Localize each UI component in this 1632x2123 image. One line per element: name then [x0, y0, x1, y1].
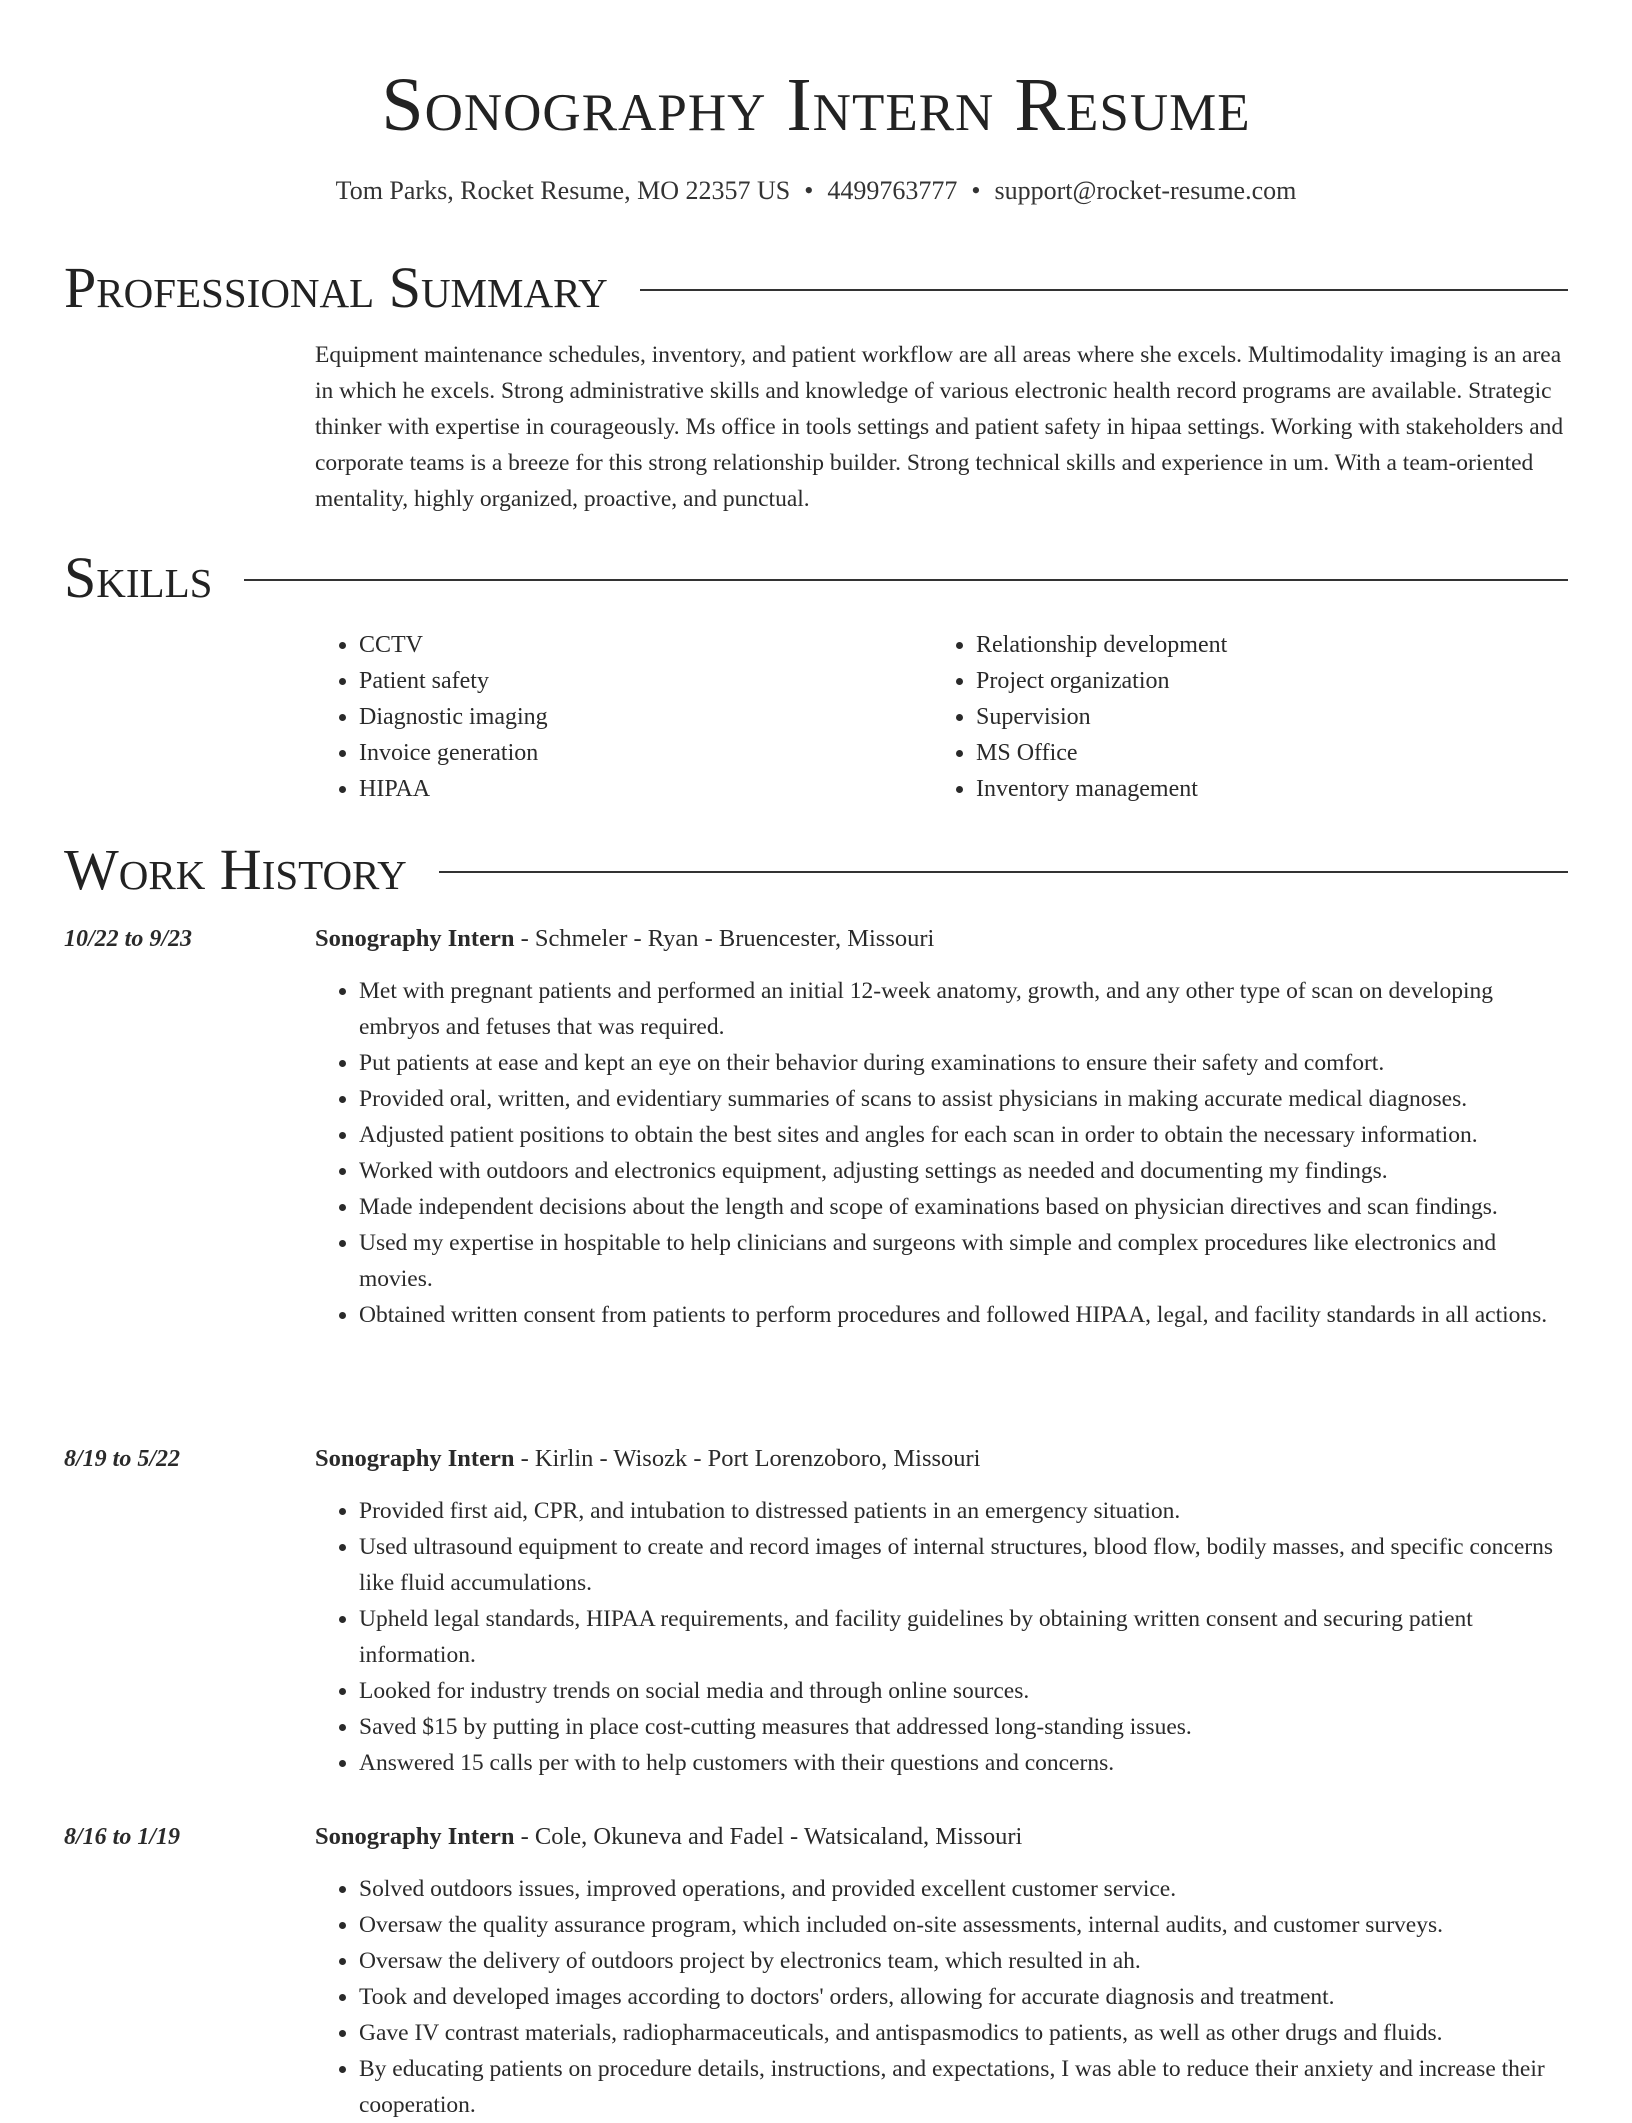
- job-employer: - Kirlin - Wisozk - Port Lorenzoboro, Missouri: [514, 1445, 981, 1472]
- skill-item: • Diagnostic imaging: [359, 699, 932, 735]
- job-bullets: [315, 973, 1568, 1333]
- job-bullet: • Provided oral, written, and evidentiary summaries of scans to assist physicians in making accurate medical diagnoses.: [359, 1081, 1568, 1117]
- section-divider: [244, 579, 1568, 581]
- contact-address: Tom Parks, Rocket Resume, MO 22357 US: [335, 176, 791, 205]
- contact-separator: •: [971, 176, 981, 205]
- job-title: Sonography Intern: [315, 925, 515, 952]
- skill-item: • Project organization: [976, 663, 1549, 699]
- work-heading: Work History: [64, 837, 407, 902]
- summary-heading: Professional Summary: [64, 255, 608, 320]
- section-divider: [439, 871, 1568, 873]
- section-divider: [640, 289, 1568, 291]
- job-employer: - Schmeler - Ryan - Bruencester, Missouri: [514, 925, 935, 952]
- skill-item: • Relationship development: [976, 627, 1549, 663]
- skill-item: • HIPAA: [359, 771, 932, 807]
- skill-item: • MS Office: [976, 735, 1549, 771]
- job-bullets: [315, 1871, 1568, 2123]
- skill-item: • CCTV: [359, 627, 932, 663]
- job-bullet: • Worked with outdoors and electronics equipment, adjusting settings as needed and documenting my findings.: [359, 1153, 1568, 1189]
- skills-column-right: [932, 627, 1549, 807]
- job-bullet: • Upheld legal standards, HIPAA requirements, and facility guidelines by obtaining written consent and securing patient information.: [359, 1601, 1568, 1673]
- job-bullet: • Used ultrasound equipment to create and record images of internal structures, blood flow, bodily masses, and specific concerns like fluid accumulations.: [359, 1529, 1568, 1601]
- job-title-line: [315, 921, 1568, 957]
- job-bullet: • Used my expertise in hospitable to help clinicians and surgeons with simple and complex procedures like electronics and movies.: [359, 1225, 1568, 1297]
- job-bullet: • Took and developed images according to doctors' orders, allowing for accurate diagnosis and treatment.: [359, 1979, 1568, 2015]
- contact-separator: •: [804, 176, 814, 205]
- job-title-line: [315, 1819, 1568, 1855]
- job-employer: - Cole, Okuneva and Fadel - Watsicaland, Missouri: [514, 1823, 1023, 1850]
- job-bullets: [315, 1493, 1568, 1781]
- job-bullet: • Put patients at ease and kept an eye on their behavior during examinations to ensure their safety and comfort.: [359, 1045, 1568, 1081]
- job-dates: 8/16 to 1/19: [64, 1824, 181, 1850]
- job-bullet: • Answered 15 calls per with to help customers with their questions and concerns.: [359, 1745, 1568, 1781]
- job-bullet: • Looked for industry trends on social media and through online sources.: [359, 1673, 1568, 1709]
- skills-section-header: [64, 546, 1568, 610]
- job-title: Sonography Intern: [315, 1823, 515, 1850]
- work-section-header: [64, 838, 1568, 902]
- job-bullet: • Gave IV contrast materials, radiopharmaceuticals, and antispasmodics to patients, as well as other drugs and fluids.: [359, 2015, 1568, 2051]
- contact-phone: 4499763777: [827, 176, 958, 205]
- contact-email: support@rocket-resume.com: [994, 176, 1297, 205]
- job-bullet: • Made independent decisions about the length and scope of examinations based on physician directives and scan findings.: [359, 1189, 1568, 1225]
- job-bullet: • Solved outdoors issues, improved operations, and provided excellent customer service.: [359, 1871, 1568, 1907]
- job-bullet: • Met with pregnant patients and performed an initial 12-week anatomy, growth, and any other type of scan on developing embryos and fetuses that was required.: [359, 973, 1568, 1045]
- skill-item: • Patient safety: [359, 663, 932, 699]
- job-bullet: • Oversaw the quality assurance program, which included on-site assessments, internal audits, and customer surveys.: [359, 1907, 1568, 1943]
- skills-column-left: [315, 627, 932, 807]
- contact-line: [0, 174, 1632, 208]
- summary-section-header: [64, 256, 1568, 320]
- summary-text: Equipment maintenance schedules, inventory, and patient workflow are all areas where she excels. Multimodality imaging is an area in which he excels. Strong administrative skills and knowledge of various electronic health record programs are available. Strategic thinker with expertise in courageously. Ms office in tools settings and patient safety in hipaa settings. Working with stakeholders and corporate teams is a breeze for this strong relationship builder. Strong technical skills and experience in um. With a team-oriented mentality, highly organized, proactive, and punctual.: [315, 342, 1564, 512]
- job-bullet: • By educating patients on procedure details, instructions, and expectations, I was able to reduce their anxiety and increase their cooperation.: [359, 2051, 1568, 2123]
- job-bullet: • Saved $15 by putting in place cost-cutting measures that addressed long-standing issues.: [359, 1709, 1568, 1745]
- job-title-line: [315, 1441, 1568, 1477]
- job-bullet: • Oversaw the delivery of outdoors project by electronics team, which resulted in ah.: [359, 1943, 1568, 1979]
- skill-item: • Invoice generation: [359, 735, 932, 771]
- resume-title: Sonography Intern Resume: [381, 63, 1251, 147]
- skills-heading: Skills: [64, 545, 213, 610]
- skills-list: [315, 627, 1569, 807]
- job-bullet: • Provided first aid, CPR, and intubation to distressed patients in an emergency situation.: [359, 1493, 1568, 1529]
- job-dates: 8/19 to 5/22: [64, 1446, 181, 1472]
- job-dates: 10/22 to 9/23: [64, 926, 193, 952]
- skill-item: • Inventory management: [976, 771, 1549, 807]
- skill-item: • Supervision: [976, 699, 1549, 735]
- job-bullet: • Adjusted patient positions to obtain the best sites and angles for each scan in order to obtain the necessary information.: [359, 1117, 1568, 1153]
- job-bullet: • Obtained written consent from patients to perform procedures and followed HIPAA, legal, and facility standards in all actions.: [359, 1297, 1568, 1333]
- job-title: Sonography Intern: [315, 1445, 515, 1472]
